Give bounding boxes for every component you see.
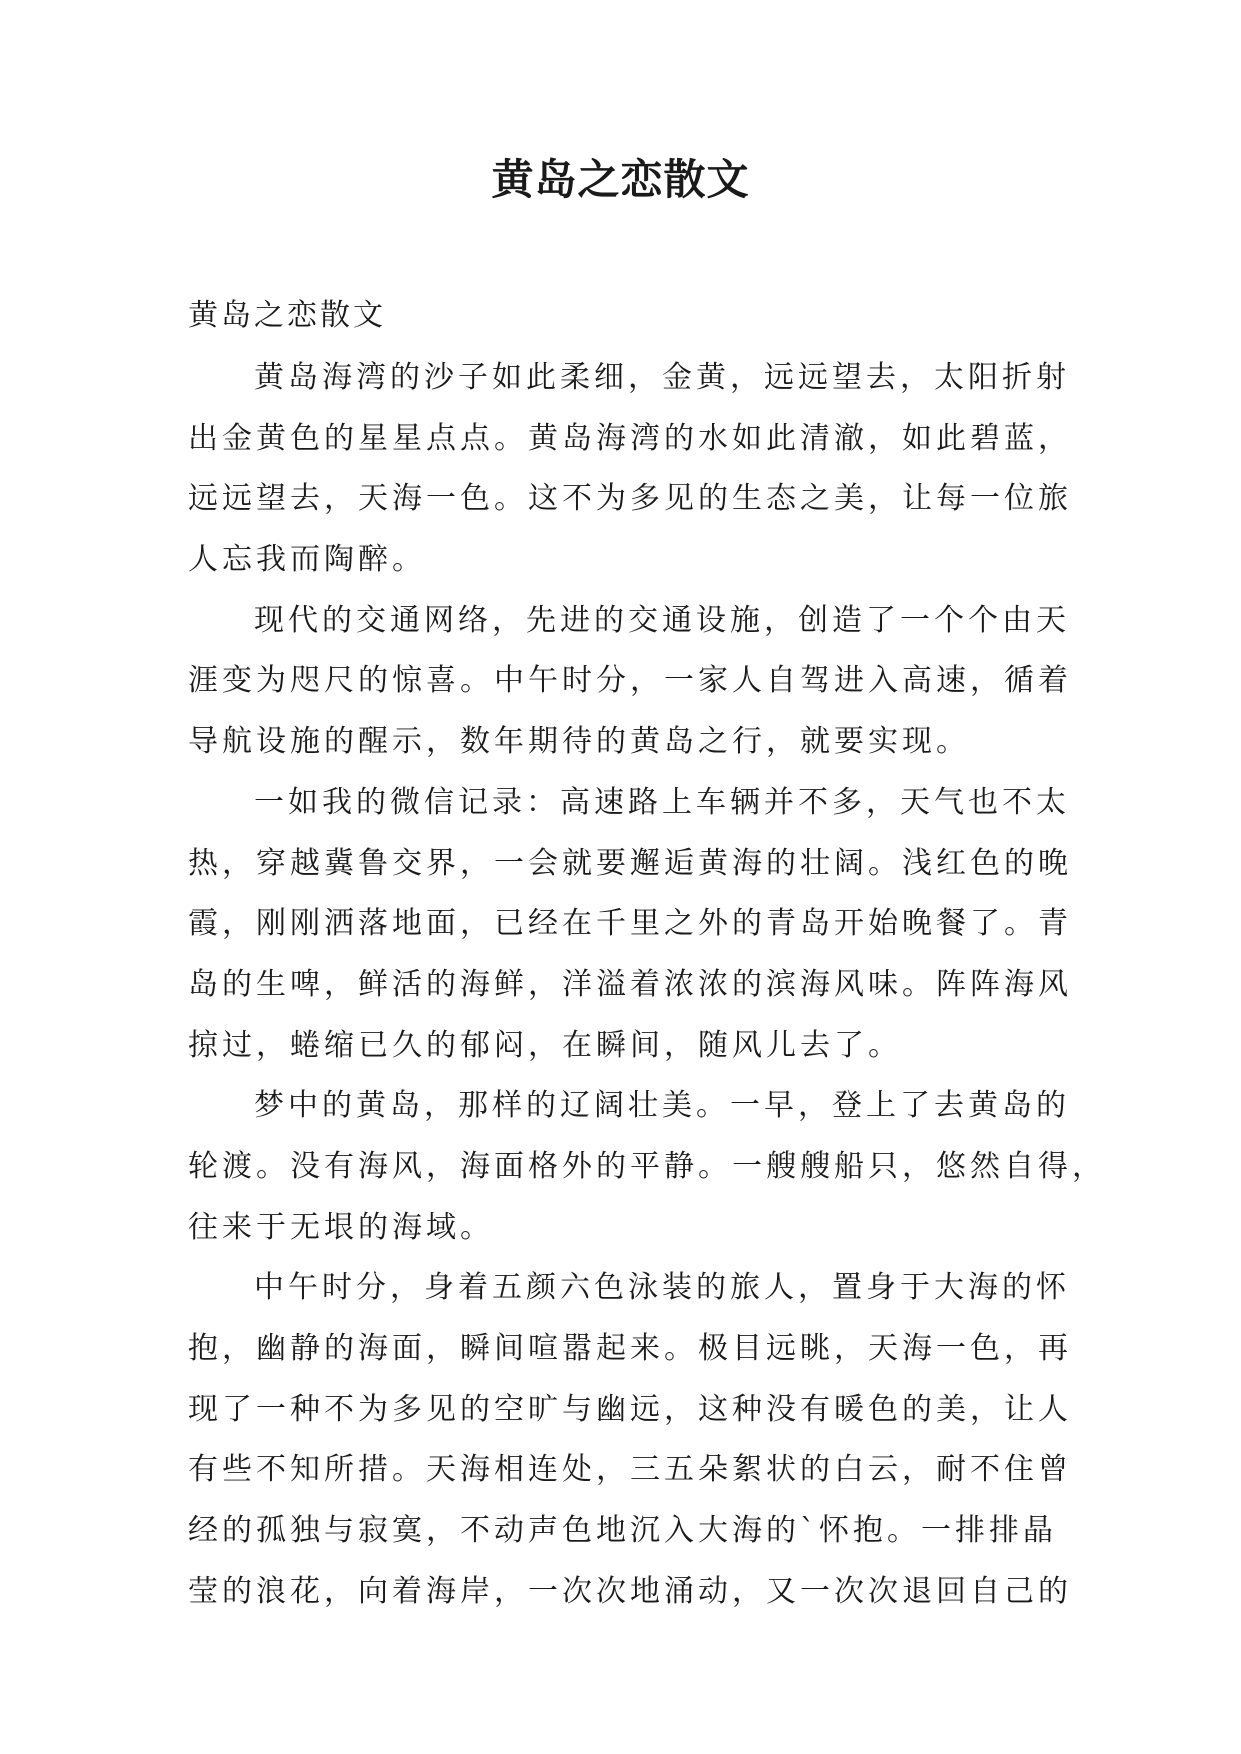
body-line: 热，穿越冀鲁交界，一会就要邂逅黄海的壮阔。浅红色的晚 — [188, 845, 1072, 881]
body-line: 中午时分，身着五颜六色泳装的旅人，置身于大海的怀 — [254, 1270, 1070, 1306]
body-line: 有些不知所措。天海相连处，三五朵絮状的白云，耐不住曾 — [188, 1452, 1072, 1488]
body-line: 霞，刚刚洒落地面，已经在千里之外的青岛开始晚餐了。青 — [188, 906, 1072, 942]
body-line: 黄岛海湾的沙子如此柔细，金黄，远远望去，太阳折射 — [254, 360, 1070, 395]
document-subtitle: 黄岛之恋散文 — [188, 298, 386, 333]
body-line: 现了一种不为多见的空旷与幽远，这种没有暖色的美，让人 — [188, 1391, 1072, 1427]
body-line: 往来于无垠的海域。 — [188, 1209, 494, 1245]
body-line: 轮渡。没有海风，海面格外的平静。一艘艘船只，悠然自得， — [188, 1148, 1106, 1184]
body-line: 出金黄色的星星点点。黄岛海湾的水如此清澈，如此碧蓝， — [188, 420, 1072, 456]
body-line: 经的孤独与寂寞，不动声色地沉入大海的`怀抱。一排排晶 — [188, 1513, 1057, 1549]
body-line: 掠过，蜷缩已久的郁闷，在瞬间，随风儿去了。 — [188, 1027, 902, 1063]
body-line: 现代的交通网络，先进的交通设施，创造了一个个由天 — [254, 602, 1070, 638]
body-line: 导航设施的醒示，数年期待的黄岛之行，就要实现。 — [188, 724, 970, 760]
body-line: 人忘我而陶醉。 — [188, 542, 426, 578]
body-line: 涯变为咫尺的惊喜。中午时分，一家人自驾进入高速，循着 — [188, 663, 1072, 699]
body-line: 远远望去，天海一色。这不为多见的生态之美，让每一位旅 — [188, 481, 1072, 517]
body-line: 梦中的黄岛，那样的辽阔壮美。一早，登上了去黄岛的 — [254, 1088, 1070, 1124]
body-line: 岛的生啤，鲜活的海鲜，洋溢着浓浓的滨海风味。阵阵海风 — [188, 966, 1072, 1002]
document-title: 黄岛之恋散文 — [491, 155, 750, 204]
body-line: 抱，幽静的海面，瞬间喧嚣起来。极目远眺，天海一色，再 — [188, 1331, 1072, 1366]
document-body — [188, 348, 1106, 1622]
body-line: 一如我的微信记录：高速路上车辆并不多，天气也不太 — [254, 784, 1070, 820]
body-line: 莹的浪花，向着海岸，一次次地涌动，又一次次退回自己的 — [188, 1573, 1072, 1609]
